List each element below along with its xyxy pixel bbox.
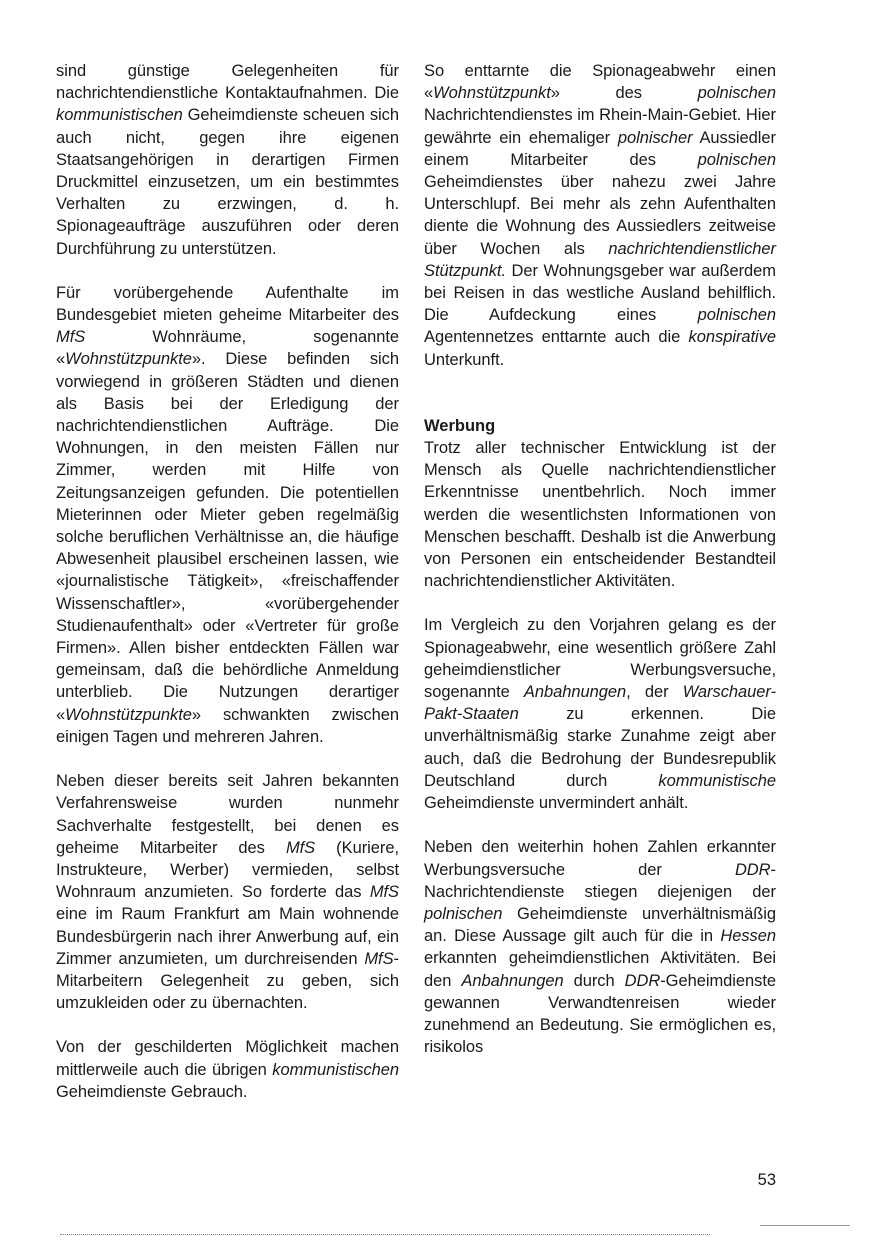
paragraph bbox=[56, 282, 399, 748]
right-column bbox=[424, 60, 776, 1058]
text-run: Nachrichtendienstes im Rhein-Main-Gebiet. Hier gewährte ein ehemaliger bbox=[424, 106, 776, 147]
italic-run: kommunistischen bbox=[56, 106, 183, 125]
text-run: Für vorübergehende Aufenthalte im Bundesgebiet mieten geheime Mitarbeiter des bbox=[56, 283, 399, 325]
footer-rule bbox=[60, 1234, 710, 1235]
text-run: durch bbox=[563, 971, 625, 990]
text-run: Von der geschilderten Möglichkeit machen mittlerweile auch die übrigen bbox=[56, 1038, 399, 1079]
text-run: Neben den weiterhin hohen Zahlen erkannter Werbungsversuche der bbox=[424, 838, 776, 879]
text-run: Agentennetzes enttarnte auch die bbox=[424, 328, 689, 347]
italic-run: Wohnstützpunkte bbox=[65, 350, 192, 369]
text-run: Geheimdienste scheuen sich auch nicht, gegen ihre eigenen Staatsangehörigen in derartigen Firmen Druckmittel einzusetzen, um ein bestimmtes Verhalten zu erzwingen, d. h. Spionageaufträge auszuführen oder deren Durchführung zu unterstützen. bbox=[56, 106, 399, 258]
paragraph bbox=[424, 836, 776, 1058]
paragraph bbox=[56, 1036, 399, 1103]
italic-run: polnischer bbox=[617, 128, 693, 147]
text-run: » schwankten zwischen einigen Tagen und mehreren Jahren. bbox=[56, 705, 399, 746]
text-run: , der bbox=[626, 683, 683, 702]
text-run: zu erkennen. Die unverhältnismäßig starke Zunahme zeigt aber auch, daß die Bedrohung der Bundesrepublik Deutschland durch bbox=[424, 705, 776, 790]
italic-run: polnischen bbox=[697, 150, 776, 169]
italic-run: Warschauer-Pakt-Staaten bbox=[424, 683, 776, 724]
paragraph bbox=[56, 60, 399, 260]
italic-run: polnischen bbox=[424, 904, 503, 923]
text-run: Unterkunft. bbox=[424, 350, 505, 369]
text-run: erkannten geheimdienstlichen Aktivitäten. Bei den bbox=[424, 949, 776, 990]
text-run: (Kuriere, Instrukteure, Werber) vermieden, selbst Wohnraum anzumieten. So forderte das bbox=[56, 838, 399, 902]
section-heading: Werbung bbox=[424, 416, 496, 435]
italic-run: MfS bbox=[285, 838, 316, 857]
italic-run: konspirative bbox=[688, 328, 776, 347]
italic-run: kommunistische bbox=[658, 771, 776, 790]
paragraph bbox=[424, 437, 776, 592]
italic-run: Wohnstützpunkt bbox=[433, 84, 551, 103]
paragraph bbox=[424, 60, 776, 371]
text-run: Geheimdienstes über nahezu zwei Jahre Unterschlupf. Bei mehr als zehn Aufenthalten diente die Wohnung des Aussiedlers zeitweise über Wochen als bbox=[424, 173, 776, 258]
right-intro bbox=[424, 60, 776, 371]
text-run: Neben dieser bereits seit Jahren bekannten Verfahrensweise wurden nunmehr Sachverhalte festgestellt, bei denen es geheime Mitarbeiter des bbox=[56, 772, 399, 857]
italic-run: Wohnstützpunkte bbox=[65, 705, 192, 724]
text-run: sind günstige Gelegenheiten für nachrichtendienstliche Kontaktaufnahmen. Die bbox=[56, 62, 399, 103]
italic-run: Anbahnungen bbox=[523, 683, 627, 702]
text-run: -Geheimdienste gewannen Verwandtenreisen wieder zunehmend an Bedeutung. Sie ermöglichen es, risikolos bbox=[424, 971, 776, 1057]
italic-run: kommunistischen bbox=[272, 1060, 399, 1079]
right-section-body bbox=[424, 437, 776, 1058]
text-run: » des bbox=[550, 84, 698, 103]
left-column bbox=[56, 60, 399, 1103]
text-run: Im Vergleich zu den Vorjahren gelang es der Spionageabwehr, eine wesentlich größere Zahl geheimdienstlicher Werbungsversuche, sogenannte bbox=[424, 616, 776, 702]
italic-run: MfS bbox=[369, 883, 399, 902]
text-run: Trotz aller technischer Entwicklung ist der Mensch als Quelle nachrichtendienstlicher Erkenntnisse unentbehrlich. Noch immer werden die wesentlichsten Informationen von Menschen beschafft. Deshalb ist die Anwerbung von Personen ein entscheidender Bestandteil nachrichtendienstlicher Aktivitäten. bbox=[424, 439, 776, 591]
italic-run: polnischen bbox=[697, 306, 776, 325]
text-run: So enttarnte die Spionageabwehr einen « bbox=[424, 62, 776, 103]
page-number: 53 bbox=[757, 1171, 776, 1189]
footer-rule-right bbox=[760, 1225, 850, 1226]
text-run: -Mitarbeitern Gelegenheit zu geben, sich umzukleiden oder zu übernachten. bbox=[56, 949, 399, 1013]
italic-run: DDR bbox=[734, 860, 771, 879]
italic-run: nachrichtendienstlicher Stützpunkt. bbox=[424, 239, 776, 280]
paragraph bbox=[424, 614, 776, 814]
italic-run: Hessen bbox=[720, 927, 776, 946]
italic-run: DDR bbox=[624, 971, 661, 990]
text-run: ». Diese befinden sich vorwiegend in größeren Städten und dienen als Basis bei der Erledigung der nachrichtendienstlichen Aufträge. Die Wohnungen, in den meisten Fällen nur Zimmer, werden mit Hilfe von Zeitungsanzeigen gefunden. Die potentiellen Mieterinnen oder Mieter geben regelmäßig solche beruflichen Verhältnisse an, die häufige Abwesenheit plausibel erscheinen lassen, wie «journalistische Tätigkeit», «freischaffender Wissenschaftler», «vorübergehender Studienaufenthalt» oder «Vertreter für große Firmen». Allen bisher entdeckten Fällen war gemeinsam, daß die behördliche Anmeldung unterblieb. Die Nutzungen derartiger « bbox=[56, 350, 399, 724]
text-run: -Nachrichtendienste stiegen diejenigen der bbox=[424, 860, 776, 901]
text-run: Geheimdienste unverhältnismäßig an. Diese Aussage gilt auch für die in bbox=[424, 904, 776, 946]
italic-run: MfS bbox=[56, 328, 86, 347]
italic-run: MfS bbox=[364, 949, 394, 968]
text-run: Geheimdienste unvermindert anhält. bbox=[424, 794, 689, 813]
text-run: Geheimdienste Gebrauch. bbox=[56, 1082, 248, 1101]
text-run: Wohnräume, sogenannte « bbox=[56, 328, 399, 369]
text-run: Der Wohnungsgeber war außerdem bei Reisen in das westliche Ausland behilflich. Die Aufdeckung eines bbox=[424, 261, 776, 325]
italic-run: polnischen bbox=[697, 84, 776, 103]
italic-run: Anbahnungen bbox=[461, 971, 564, 990]
paragraph bbox=[56, 770, 399, 1014]
text-run: Aussiedler einem Mitarbeiter des bbox=[424, 128, 776, 169]
text-run: eine im Raum Frankfurt am Main wohnende Bundesbürgerin nach ihrer Anwerbung auf, ein Zimmer anzumieten, um durchreisenden bbox=[56, 905, 399, 968]
